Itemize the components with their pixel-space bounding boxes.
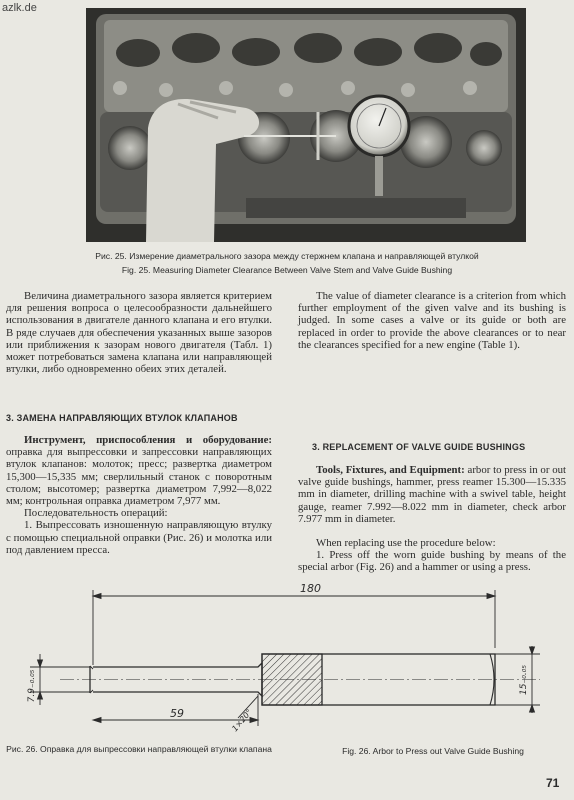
ru-step-1: 1. Выпрессовать изношенную направляющую втулку с помощью специальной оправки (Рис. 26) и молотка или под давлением пресса.: [6, 519, 272, 556]
en-ops-heading: When replacing use the procedure below:: [316, 537, 496, 550]
fig26-caption-en: Fig. 26. Arbor to Press out Valve Guide Bushing: [342, 746, 524, 756]
ru-ops-heading: Последовательность операций:: [24, 507, 168, 520]
fig25-caption-ru: Рис. 25. Измерение диаметрального зазора между стержнем клапана и направляющей втулкой: [95, 251, 479, 261]
en-tools-body: arbor to press in or out valve guide bushings, hammer, press reamer 15.300—15.335 mm in diameter, drilling machine with a swivel table, height gauge, reamer 7.992—8.022 mm in diameter, check arbor 7.977 mm in diameter.: [298, 464, 566, 525]
dim-length-label: 180: [300, 582, 321, 595]
ru-tools-body: оправка для выпрессовки и запрессовки направляющих втулок клапанов: молоток; пресс; развертка диаметром 15,300—15,335 мм; сверлильный станок с поворотным столом; высотомер; развертка диаметром 7,992—8,022 мм; контрольная оправка диаметром 7,977 мм.: [6, 446, 272, 508]
arbor-drawing: [0, 570, 574, 740]
watermark: azlk.de: [2, 2, 37, 14]
dim-small-dia-label: 7.9₋₀.₀₅: [27, 669, 37, 703]
ru-paragraph-clearance: [6, 290, 272, 375]
en-section-heading: 3. REPLACEMENT OF VALVE GUIDE BUSHINGS: [312, 442, 526, 452]
fig26-caption-ru: Рис. 26. Оправка для выпрессовки направляющей втулки клапана: [6, 744, 272, 754]
fig25-caption-en: Fig. 25. Measuring Diameter Clearance Between Valve Stem and Valve Guide Bushing: [121, 265, 453, 275]
engine-head-photo: [86, 8, 526, 242]
en-step-1: 1. Press off the worn guide bushing by means of the special arbor (Fig. 26) and a hammer or using a press.: [298, 549, 566, 574]
ru-tools-block: [6, 434, 272, 556]
en-clearance-text: The value of diameter clearance is a criterion from which further employment of the given valve and its bushing is judged. In some cases a valve or its guide or both are replaced in order to provide the above clearances or to near the clearances specified for a new engine (Table 1).: [298, 290, 566, 351]
dim-chamfer-label: 1×20°: [230, 707, 254, 734]
ru-section-heading: 3. ЗАМЕНА НАПРАВЛЯЮЩИХ ВТУЛОК КЛАПАНОВ: [6, 413, 238, 423]
en-paragraph-clearance: [298, 290, 566, 351]
ru-tools-paragraph: [6, 434, 272, 507]
dim-step-label: 59: [170, 707, 184, 720]
ru-tools-lead: Инструмент, приспособления и оборудование:: [24, 434, 272, 446]
page-number: 71: [546, 776, 560, 790]
dim-large-dia-label: 15₋₀.₀₅: [519, 665, 529, 695]
ru-clearance-text: Величина диаметрального зазора является критерием для решения вопроса о целесообразности дальнейшего использования в двигателе данного клапана и его втулки. В ряде случаев для обеспечения указанных выше зазоров или приближения к зазорам нового двигателя (Табл. 1) может потребоваться замена клапана или направляющей втулки, либо одновременно обеих этих деталей.: [6, 290, 272, 376]
en-tools-lead: Tools, Fixtures, and Equipment:: [316, 464, 465, 476]
en-tools-paragraph: [298, 464, 566, 525]
en-tools-block: [298, 464, 566, 574]
